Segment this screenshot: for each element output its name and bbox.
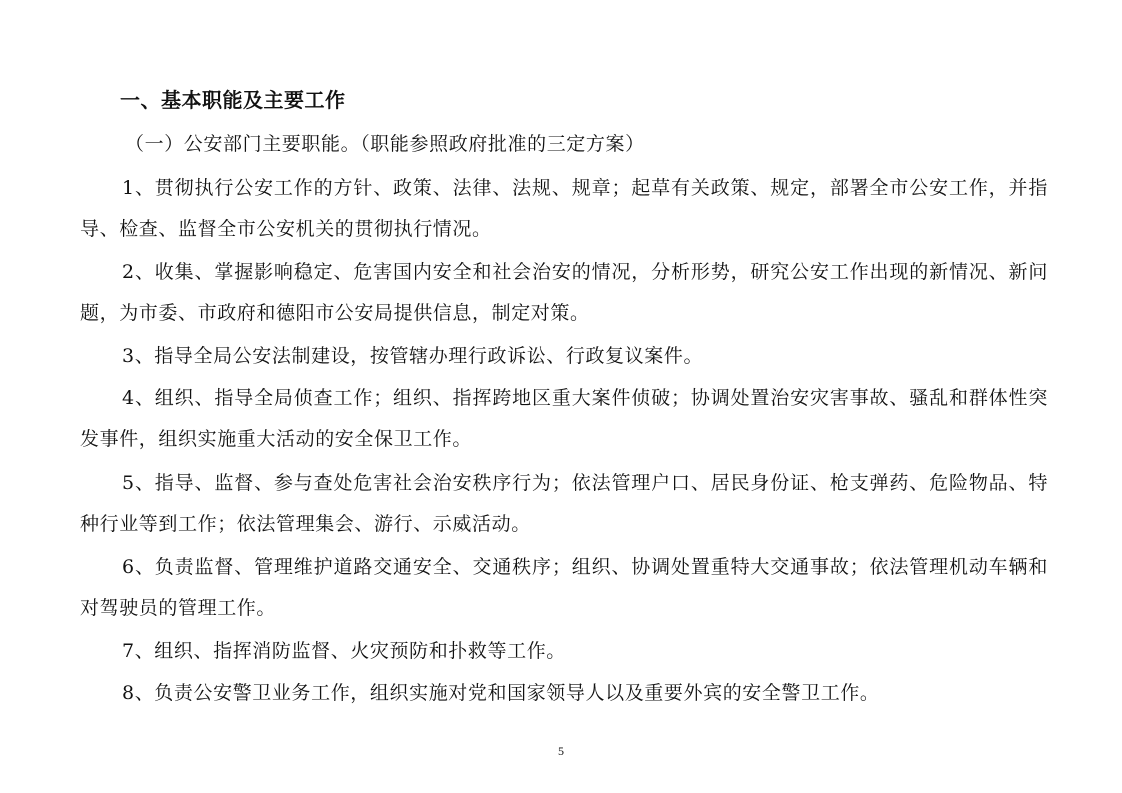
paragraph-item-5: 5、指导、监督、参与查处危害社会治安秩序行为；依法管理户口、居民身份证、枪支弹药、危险物品、特种行业等到工作；依法管理集会、游行、示威活动。 [80,472,1048,535]
paragraph-item-4: 4、组织、指导全局侦查工作；组织、指挥跨地区重大案件侦破；协调处置治安灾害事故、骚乱和群体性突发事件，组织实施重大活动的安全保卫工作。 [80,387,1048,450]
paragraph-item-8: 8、负责公安警卫业务工作，组织实施对党和国家领导人以及重要外宾的安全警卫工作。 [122,682,880,704]
page-number: 5 [558,744,564,758]
paragraph-item-2: 2、收集、掌握影响稳定、危害国内安全和社会治安的情况，分析形势，研究公安工作出现的新情况、新问题，为市委、市政府和德阳市公安局提供信息，制定对策。 [80,261,1048,324]
sub-section-heading: （一）公安部门主要职能。（职能参照政府批准的三定方案） [125,133,645,155]
paragraph-item-7: 7、组织、指挥消防监督、火灾预防和扑救等工作。 [122,640,566,662]
paragraph-item-6: 6、负责监督、管理维护道路交通安全、交通秩序；组织、协调处置重特大交通事故；依法管理机动车辆和对驾驶员的管理工作。 [80,556,1048,619]
paragraph-item-1: 1、贯彻执行公安工作的方针、政策、法律、法规、规章；起草有关政策、规定，部署全市公安工作，并指导、检查、监督全市公安机关的贯彻执行情况。 [80,177,1048,240]
section-heading: 一、基本职能及主要工作 [120,88,346,112]
paragraph-item-3: 3、指导全局公安法制建设，按管辖办理行政诉讼、行政复议案件。 [122,345,704,367]
